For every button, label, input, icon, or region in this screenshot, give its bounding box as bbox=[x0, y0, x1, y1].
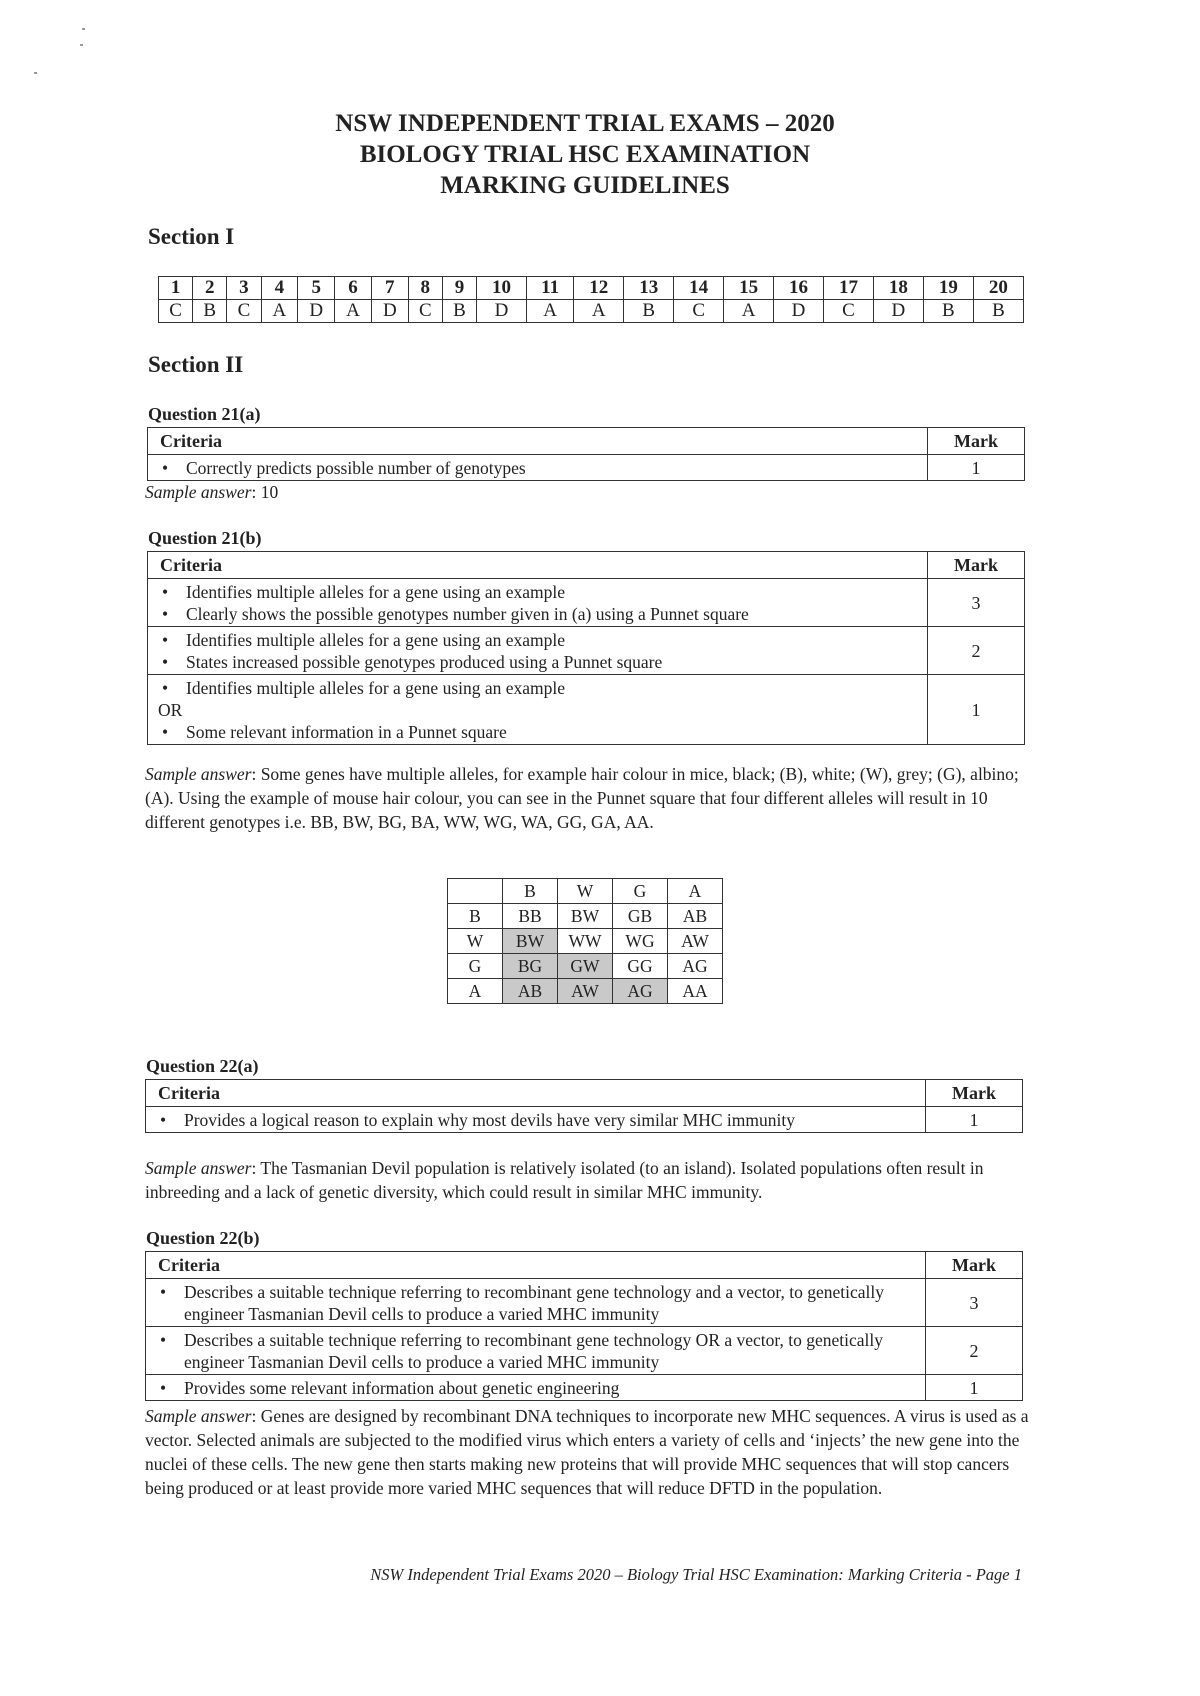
punnett-cell: AG bbox=[668, 954, 723, 979]
sample-answer-label: Sample answer bbox=[145, 482, 252, 502]
answer-cell: C bbox=[408, 300, 442, 323]
punnett-row-label: G bbox=[448, 954, 503, 979]
criteria-row bbox=[148, 455, 1025, 481]
criterion-item: • Describes a suitable technique referring to recombinant gene technology OR a vector, to genetically engineer Tasmanian Devil cells to produce a varied MHC immunity bbox=[156, 1329, 917, 1373]
mark-value: 3 bbox=[928, 579, 1025, 627]
question-21a-sample-answer bbox=[145, 480, 1025, 504]
question-22b-sample-answer bbox=[145, 1404, 1030, 1500]
punnett-cell: AA bbox=[668, 979, 723, 1004]
sample-answer-label: Sample answer bbox=[145, 1406, 252, 1426]
mark-value: 2 bbox=[928, 627, 1025, 675]
criteria-row bbox=[146, 1279, 1023, 1327]
punnett-row bbox=[448, 954, 723, 979]
question-number-cell: 6 bbox=[335, 277, 372, 300]
question-number-cell: 7 bbox=[371, 277, 408, 300]
answer-cell: A bbox=[335, 300, 372, 323]
punnett-header-cell bbox=[448, 879, 503, 904]
question-21b-criteria-table bbox=[147, 551, 1025, 745]
punnett-header-cell: W bbox=[558, 879, 613, 904]
question-number-cell: 15 bbox=[724, 277, 774, 300]
punnett-cell: BW bbox=[558, 904, 613, 929]
mark-value: 1 bbox=[928, 675, 1025, 745]
question-number-row bbox=[159, 277, 1024, 300]
mark-header: Mark bbox=[926, 1080, 1023, 1107]
punnett-cell: WG bbox=[613, 929, 668, 954]
scan-speck bbox=[34, 72, 37, 74]
criterion-item: • Identifies multiple alleles for a gene using an example bbox=[158, 581, 919, 603]
question-21b-sample-answer bbox=[145, 762, 1025, 834]
mark-header: Mark bbox=[926, 1252, 1023, 1279]
criteria-header: Criteria bbox=[148, 552, 928, 579]
criterion-item: • States increased possible genotypes produced using a Punnet square bbox=[158, 651, 919, 673]
criteria-header: Criteria bbox=[148, 428, 928, 455]
question-number-cell: 20 bbox=[973, 277, 1023, 300]
sample-answer-text: : Genes are designed by recombinant DNA techniques to incorporate new MHC sequences. A virus is used as a vector. Selected animals are subjected to the modified virus which enters a variety of cells and ‘injects’ the new gene into the nuclei of these cells. The new gene then starts making new proteins that will provide MHC sequences that will stop cancers being produced or at least provide more varied MHC sequences that will reduce DFTD in the population. bbox=[145, 1406, 1029, 1498]
mark-value: 2 bbox=[926, 1327, 1023, 1375]
question-number-cell: 5 bbox=[298, 277, 335, 300]
punnett-row-label: B bbox=[448, 904, 503, 929]
punnett-cell: GW bbox=[558, 954, 613, 979]
title-line-1: NSW INDEPENDENT TRIAL EXAMS – 2020 bbox=[335, 110, 835, 137]
punnett-row bbox=[448, 904, 723, 929]
punnett-header-cell: A bbox=[668, 879, 723, 904]
punnett-cell: GB bbox=[613, 904, 668, 929]
question-number-cell: 11 bbox=[526, 277, 573, 300]
mark-header: Mark bbox=[928, 552, 1025, 579]
answer-cell: A bbox=[526, 300, 573, 323]
answer-cell: D bbox=[371, 300, 408, 323]
question-21b-heading: Question 21(b) bbox=[148, 528, 262, 548]
question-21a-criteria-table bbox=[147, 427, 1025, 481]
criterion-or: OR bbox=[158, 700, 183, 720]
punnett-cell: AG bbox=[613, 979, 668, 1004]
answer-cell: C bbox=[824, 300, 874, 323]
punnett-cell: BB bbox=[503, 904, 558, 929]
criterion-item: • Clearly shows the possible genotypes number given in (a) using a Punnet square bbox=[158, 603, 919, 625]
criteria-row bbox=[146, 1327, 1023, 1375]
criterion-item: • Identifies multiple alleles for a gene using an example bbox=[158, 677, 919, 699]
mark-value: 1 bbox=[926, 1375, 1023, 1401]
title-line-2: BIOLOGY TRIAL HSC EXAMINATION bbox=[359, 141, 811, 168]
question-number-cell: 16 bbox=[774, 277, 824, 300]
answer-cell: A bbox=[261, 300, 298, 323]
punnett-cell: BW bbox=[503, 929, 558, 954]
question-22a-heading: Question 22(a) bbox=[146, 1056, 259, 1076]
punnett-row-label: A bbox=[448, 979, 503, 1004]
answer-cell: D bbox=[298, 300, 335, 323]
answer-cell: B bbox=[624, 300, 674, 323]
punnett-row bbox=[448, 979, 723, 1004]
question-number-cell: 13 bbox=[624, 277, 674, 300]
punnett-cell: GG bbox=[613, 954, 668, 979]
question-number-cell: 4 bbox=[261, 277, 298, 300]
criteria-row bbox=[148, 627, 1025, 675]
question-22b-heading: Question 22(b) bbox=[146, 1228, 260, 1248]
criteria-header: Criteria bbox=[146, 1080, 926, 1107]
scan-speck bbox=[80, 44, 83, 46]
question-number-cell: 1 bbox=[159, 277, 193, 300]
criteria-row bbox=[146, 1375, 1023, 1401]
question-number-cell: 9 bbox=[442, 277, 476, 300]
sample-answer-text: : 10 bbox=[251, 482, 279, 502]
punnett-square bbox=[447, 878, 723, 1004]
question-22a-sample-answer bbox=[145, 1156, 1030, 1204]
answer-cell: B bbox=[923, 300, 973, 323]
question-number-cell: 2 bbox=[193, 277, 227, 300]
punnett-row-label: W bbox=[448, 929, 503, 954]
criteria-row bbox=[148, 675, 1025, 745]
page-footer: NSW Independent Trial Exams 2020 – Biology Trial HSC Examination: Marking Criteria - Page 1 bbox=[370, 1565, 1022, 1584]
punnett-header-cell: G bbox=[613, 879, 668, 904]
criterion-item: • Correctly predicts possible number of genotypes bbox=[158, 457, 919, 479]
mark-header: Mark bbox=[928, 428, 1025, 455]
answer-cell: C bbox=[159, 300, 193, 323]
mark-value: 1 bbox=[926, 1107, 1023, 1133]
question-number-cell: 12 bbox=[574, 277, 624, 300]
section-1-heading: Section I bbox=[148, 224, 235, 249]
answer-cell: D bbox=[774, 300, 824, 323]
answer-cell: D bbox=[873, 300, 923, 323]
sample-answer-text: : Some genes have multiple alleles, for example hair colour in mice, black; (B), white; (W), grey; (G), albino; (A). Using the example of mouse hair colour, you can see in the Punnet square that four different alleles will result in 10 different genotypes i.e. BB, BW, BG, BA, WW, WG, WA, GG, GA, AA. bbox=[145, 764, 1019, 832]
page-title bbox=[0, 108, 1170, 201]
punnett-cell: AW bbox=[558, 979, 613, 1004]
question-number-cell: 18 bbox=[873, 277, 923, 300]
answer-row bbox=[159, 300, 1024, 323]
sample-answer-text: : The Tasmanian Devil population is relatively isolated (to an island). Isolated populations often result in inbreeding and a lack of genetic diversity, which could result in similar MHC immunity. bbox=[145, 1158, 984, 1202]
criterion-item: • Provides some relevant information about genetic engineering bbox=[156, 1377, 917, 1399]
punnett-header-cell: B bbox=[503, 879, 558, 904]
criteria-header: Criteria bbox=[146, 1252, 926, 1279]
question-22a-criteria-table bbox=[145, 1079, 1023, 1133]
punnett-cell: AW bbox=[668, 929, 723, 954]
question-number-cell: 19 bbox=[923, 277, 973, 300]
mark-value: 1 bbox=[928, 455, 1025, 481]
question-22b-criteria-table bbox=[145, 1251, 1023, 1401]
punnett-cell: BG bbox=[503, 954, 558, 979]
answer-cell: B bbox=[442, 300, 476, 323]
criteria-row bbox=[148, 579, 1025, 627]
answer-cell: A bbox=[724, 300, 774, 323]
question-number-cell: 14 bbox=[674, 277, 724, 300]
criterion-item: • Identifies multiple alleles for a gene using an example bbox=[158, 629, 919, 651]
criteria-row bbox=[146, 1107, 1023, 1133]
criterion-item: • Provides a logical reason to explain why most devils have very similar MHC immunity bbox=[156, 1109, 917, 1131]
section-2-heading: Section II bbox=[148, 352, 244, 377]
scan-speck bbox=[82, 28, 85, 30]
question-number-cell: 17 bbox=[824, 277, 874, 300]
punnett-header-row bbox=[448, 879, 723, 904]
answer-cell: B bbox=[193, 300, 227, 323]
question-number-cell: 10 bbox=[477, 277, 527, 300]
answer-cell: C bbox=[227, 300, 261, 323]
question-number-cell: 3 bbox=[227, 277, 261, 300]
section-1-answer-table bbox=[158, 276, 1024, 323]
punnett-cell: AB bbox=[503, 979, 558, 1004]
answer-cell: A bbox=[574, 300, 624, 323]
sample-answer-label: Sample answer bbox=[145, 1158, 252, 1178]
punnett-row bbox=[448, 929, 723, 954]
question-21a-heading: Question 21(a) bbox=[148, 404, 261, 424]
sample-answer-label: Sample answer bbox=[145, 764, 252, 784]
punnett-cell: AB bbox=[668, 904, 723, 929]
mark-value: 3 bbox=[926, 1279, 1023, 1327]
criterion-item: • Some relevant information in a Punnet square bbox=[158, 721, 919, 743]
answer-cell: D bbox=[477, 300, 527, 323]
answer-cell: C bbox=[674, 300, 724, 323]
punnett-cell: WW bbox=[558, 929, 613, 954]
criterion-item: • Describes a suitable technique referring to recombinant gene technology and a vector, to genetically engineer Tasmanian Devil cells to produce a varied MHC immunity bbox=[156, 1281, 917, 1325]
question-number-cell: 8 bbox=[408, 277, 442, 300]
answer-cell: B bbox=[973, 300, 1023, 323]
title-line-3: MARKING GUIDELINES bbox=[440, 172, 730, 199]
